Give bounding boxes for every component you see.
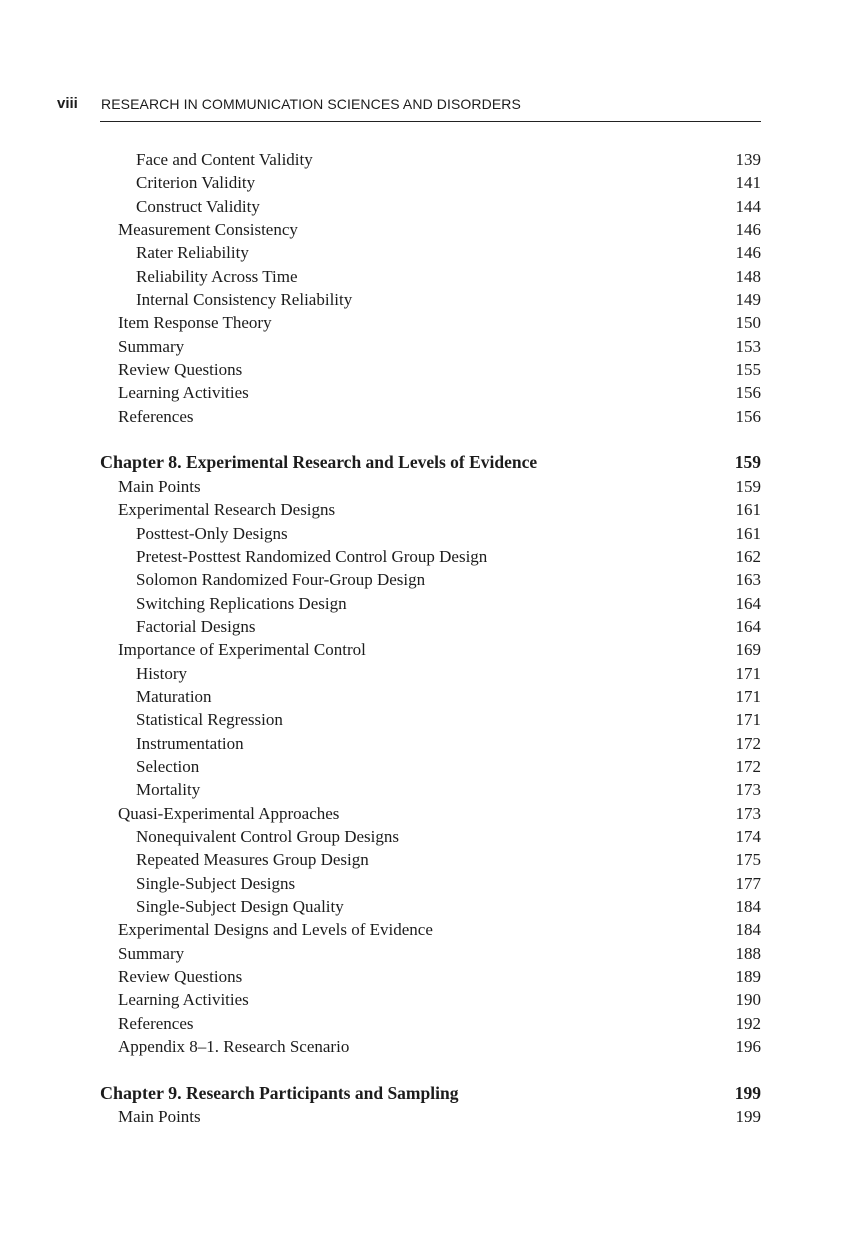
toc-entry [100, 778, 761, 801]
toc-entry-title: Selection [136, 756, 200, 776]
toc-entry [100, 685, 761, 708]
toc-entry [100, 802, 761, 825]
toc-entry-page: 188 [735, 943, 761, 963]
toc-entry-title: Rater Reliability [136, 243, 249, 263]
toc-entry [100, 942, 761, 965]
toc-entry [100, 755, 761, 778]
chapter-label: Chapter 9. [100, 1082, 182, 1103]
toc-entry [100, 708, 761, 731]
toc-entry [100, 288, 761, 311]
toc-entry-title: Criterion Validity [136, 173, 256, 193]
toc-entry-page: 175 [735, 850, 761, 870]
toc-entry [100, 241, 761, 264]
toc-entry-page: 146 [735, 220, 761, 240]
toc-entry-page: 169 [735, 640, 761, 660]
toc-entry-page: 174 [735, 826, 761, 846]
toc-entry-page: 153 [735, 336, 761, 356]
toc-entry [100, 1105, 761, 1128]
toc-entry-title: Summary [118, 943, 185, 963]
toc-entry [100, 475, 761, 498]
running-header [57, 95, 760, 117]
toc-entry-title: Posttest-Only Designs [136, 523, 288, 543]
toc-entry-page: 172 [735, 756, 761, 776]
toc-entry-title: History [136, 663, 187, 683]
table-of-contents [100, 148, 761, 1128]
toc-entry [100, 895, 761, 918]
toc-entry-page: 173 [735, 780, 761, 800]
toc-entry [100, 358, 761, 381]
toc-entry-title: References [118, 1013, 194, 1033]
toc-entry-page: 162 [735, 546, 761, 566]
toc-entry [100, 615, 761, 638]
toc-entry-page: 146 [735, 243, 761, 263]
toc-entry-page: 159 [735, 476, 761, 496]
toc-entry-title: Statistical Regression [136, 710, 283, 730]
toc-entry-title: Item Response Theory [118, 313, 272, 333]
toc-entry-page: 164 [735, 616, 761, 636]
toc-entry-title: Appendix 8–1. Research Scenario [118, 1037, 350, 1057]
toc-entry-title: Reliability Across Time [136, 266, 298, 286]
toc-entry-page: 184 [735, 920, 761, 940]
toc-entry [100, 265, 761, 288]
toc-entry [100, 218, 761, 241]
toc-entry-title: Repeated Measures Group Design [136, 850, 369, 870]
toc-entry-page: 190 [735, 990, 761, 1010]
toc-entry-page: 199 [735, 1107, 761, 1127]
toc-entry-title: Learning Activities [118, 990, 249, 1010]
toc-entry-title: Single-Subject Designs [136, 873, 296, 893]
running-title: RESEARCH IN COMMUNICATION SCIENCES AND DISORDERS [101, 96, 521, 112]
toc-entry-title: Face and Content Validity [136, 150, 313, 169]
toc-entry [100, 568, 761, 591]
toc-entry-page: 171 [735, 663, 761, 683]
toc-chapter-entry [100, 1082, 761, 1105]
toc-entry-title: Nonequivalent Control Group Designs [136, 826, 399, 846]
toc-entry [100, 965, 761, 988]
toc-entry-page: 149 [735, 290, 761, 310]
toc-entry-title: Review Questions [118, 360, 243, 380]
toc-entry-page: 159 [734, 452, 761, 473]
toc-entry-page: 164 [735, 593, 761, 613]
toc-entry [100, 405, 761, 428]
toc-entry-title: Experimental Designs and Levels of Evidence [118, 920, 433, 940]
chapter-label: Chapter 8. [100, 452, 182, 473]
toc-entry-title: Switching Replications Design [136, 593, 347, 613]
toc-entry [100, 592, 761, 615]
toc-entry-page: 172 [735, 733, 761, 753]
toc-entry-title: Main Points [118, 476, 201, 496]
toc-entry [100, 171, 761, 194]
toc-entry [100, 1035, 761, 1058]
toc-entry-title: Single-Subject Design Quality [136, 897, 344, 916]
toc-entry-title: Mortality [136, 780, 201, 800]
toc-entry-title: References [118, 406, 194, 426]
toc-entry-page: 171 [735, 710, 761, 730]
toc-entry-title: Review Questions [118, 967, 243, 987]
toc-entry-page: 199 [734, 1082, 761, 1103]
toc-entry-page: 156 [735, 406, 761, 426]
toc-entry [100, 381, 761, 404]
toc-entry [100, 195, 761, 218]
toc-entry [100, 1012, 761, 1035]
toc-entry-page: 173 [735, 803, 761, 823]
toc-entry-title: Experimental Research and Levels of Evidence [186, 452, 538, 473]
toc-entry-page: 161 [735, 500, 761, 520]
toc-entry-page: 171 [735, 686, 761, 706]
toc-entry [100, 918, 761, 941]
toc-entry-title: Experimental Research Designs [118, 500, 336, 520]
toc-entry-page: 139 [735, 150, 761, 169]
toc-entry [100, 522, 761, 545]
toc-entry [100, 662, 761, 685]
toc-entry-title: Instrumentation [136, 733, 244, 753]
toc-entry-title: Maturation [136, 686, 212, 706]
toc-entry-page: 155 [735, 360, 761, 380]
toc-entry-title: Learning Activities [118, 383, 249, 403]
toc-entry [100, 732, 761, 755]
header-divider [100, 121, 761, 122]
toc-entry-page: 150 [735, 313, 761, 333]
toc-entry-page: 189 [735, 967, 761, 987]
toc-entry [100, 825, 761, 848]
toc-entry-title: Summary [118, 336, 185, 356]
toc-entry-title: Solomon Randomized Four-Group Design [136, 570, 426, 590]
toc-entry-title: Main Points [118, 1107, 201, 1127]
toc-entry [100, 988, 761, 1011]
toc-entry [100, 148, 761, 171]
toc-entry-page: 177 [735, 873, 761, 893]
toc-entry-title: Measurement Consistency [118, 220, 298, 240]
toc-entry-title: Pretest-Posttest Randomized Control Group Design [136, 546, 488, 566]
toc-entry-page: 161 [735, 523, 761, 543]
toc-entry-page: 144 [735, 196, 761, 216]
toc-entry [100, 638, 761, 661]
toc-entry-page: 163 [735, 570, 761, 590]
toc-entry-title: Internal Consistency Reliability [136, 290, 353, 310]
toc-entry-page: 156 [735, 383, 761, 403]
toc-entry-title: Importance of Experimental Control [118, 640, 366, 660]
toc-entry [100, 498, 761, 521]
toc-entry [100, 872, 761, 895]
toc-entry-title: Quasi-Experimental Approaches [118, 803, 340, 823]
toc-entry-page: 184 [735, 897, 761, 916]
toc-entry-page: 196 [735, 1037, 761, 1057]
toc-entry-page: 192 [735, 1013, 761, 1033]
toc-entry [100, 848, 761, 871]
toc-entry-title: Research Participants and Sampling [186, 1082, 459, 1103]
toc-entry-page: 141 [735, 173, 761, 193]
toc-entry-page: 148 [735, 266, 761, 286]
toc-entry [100, 335, 761, 358]
toc-entry-title: Factorial Designs [136, 616, 256, 636]
page-number: viii [57, 95, 78, 112]
toc-entry-title: Construct Validity [136, 196, 260, 216]
toc-entry [100, 311, 761, 334]
toc-entry [100, 545, 761, 568]
toc-chapter-entry [100, 451, 761, 474]
